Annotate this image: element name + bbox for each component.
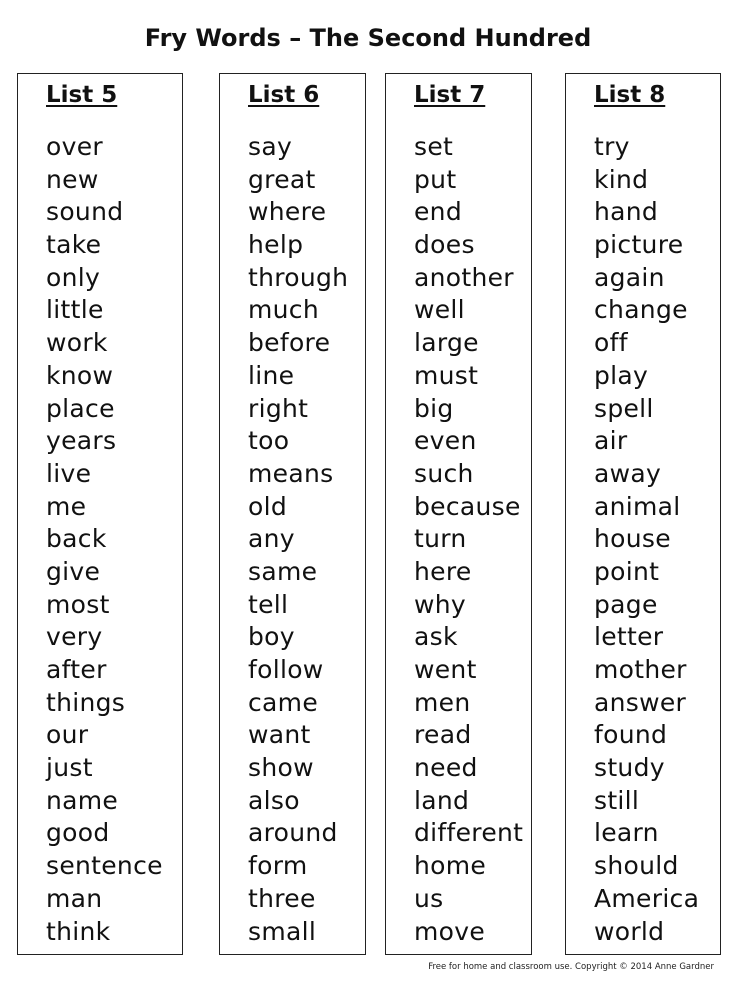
word-list <box>594 131 699 948</box>
word-item: picture <box>594 230 684 260</box>
word-item: much <box>248 295 319 325</box>
word-item: animal <box>594 491 681 521</box>
word-item: little <box>46 295 104 325</box>
word-item: man <box>46 883 103 913</box>
list-heading: List 8 <box>594 82 666 108</box>
word-item: well <box>414 295 465 325</box>
list-8-box <box>565 73 721 955</box>
word-item: our <box>46 720 89 750</box>
page-title: Fry Words – The Second Hundred <box>144 24 592 52</box>
word-item: give <box>46 556 101 586</box>
word-item: after <box>46 655 107 684</box>
word-item: found <box>594 720 668 750</box>
word-item: old <box>248 491 288 521</box>
word-item: say <box>248 132 293 161</box>
word-item: here <box>414 556 472 586</box>
word-item: also <box>248 785 300 815</box>
word-item: very <box>46 622 103 652</box>
word-item: most <box>46 589 110 619</box>
word-item: follow <box>248 655 324 684</box>
word-item: still <box>594 785 640 815</box>
list-5-box <box>17 73 183 955</box>
list-heading: List 6 <box>248 82 320 108</box>
word-item: land <box>414 785 470 815</box>
word-item: America <box>594 883 700 913</box>
word-item: show <box>248 753 314 783</box>
word-item: big <box>414 393 454 423</box>
word-item: same <box>248 556 318 586</box>
word-item: end <box>414 197 462 227</box>
word-item: us <box>414 883 444 913</box>
word-item: take <box>46 230 102 260</box>
list-heading: List 7 <box>414 82 486 108</box>
word-item: play <box>594 360 649 390</box>
word-item: only <box>46 262 101 292</box>
word-item: through <box>248 262 349 292</box>
word-item: off <box>594 328 628 358</box>
word-item: read <box>414 720 472 750</box>
word-item: too <box>248 426 290 456</box>
word-item: form <box>248 851 308 881</box>
copyright-footer: Free for home and classroom use. Copyright © 2014 Anne Gardner <box>428 962 714 972</box>
word-item: home <box>414 851 487 881</box>
word-item: over <box>46 132 103 161</box>
word-item: should <box>594 851 679 881</box>
word-item: ask <box>414 622 458 652</box>
word-item: want <box>248 720 311 750</box>
word-item: new <box>46 164 99 194</box>
word-item: know <box>46 360 114 390</box>
word-item: why <box>414 589 466 619</box>
word-list <box>248 131 348 948</box>
word-item: need <box>414 753 478 783</box>
word-item: came <box>248 687 318 717</box>
word-item: things <box>46 687 126 717</box>
word-list <box>46 131 163 948</box>
word-item: large <box>414 328 479 358</box>
word-item: move <box>414 916 486 946</box>
word-item: air <box>594 426 628 456</box>
word-item: put <box>414 164 457 194</box>
word-item: mother <box>594 655 687 684</box>
word-item: live <box>46 458 92 488</box>
word-item: just <box>46 753 93 783</box>
word-item: around <box>248 818 338 848</box>
word-item: learn <box>594 818 659 848</box>
word-item: small <box>248 916 317 946</box>
word-item: change <box>594 295 688 325</box>
word-item: different <box>414 818 524 848</box>
word-item: turn <box>414 524 467 554</box>
list-heading: List 5 <box>46 82 118 108</box>
word-item: page <box>594 589 658 619</box>
list-6-box <box>219 73 366 955</box>
word-item: great <box>248 164 316 194</box>
word-item: sentence <box>46 851 163 881</box>
word-item: world <box>594 916 665 946</box>
word-item: sound <box>46 197 124 227</box>
word-item: men <box>414 687 471 717</box>
word-item: work <box>46 328 108 358</box>
word-item: such <box>414 458 474 488</box>
list-7-box <box>385 73 532 955</box>
word-item: boy <box>248 622 295 652</box>
word-item: years <box>46 426 117 456</box>
word-item: means <box>248 458 334 488</box>
word-item: set <box>414 132 454 161</box>
word-item: any <box>248 524 295 554</box>
word-item: again <box>594 262 665 292</box>
word-item: think <box>46 916 111 946</box>
word-item: away <box>594 458 662 488</box>
word-item: point <box>594 556 660 586</box>
word-item: even <box>414 426 477 456</box>
word-item: help <box>248 230 304 260</box>
word-item: must <box>414 360 479 390</box>
word-item: try <box>594 132 630 161</box>
word-item: study <box>594 753 665 783</box>
word-item: right <box>248 393 309 423</box>
word-item: because <box>414 491 521 521</box>
word-item: hand <box>594 197 659 227</box>
word-item: before <box>248 328 331 358</box>
word-item: where <box>248 197 327 227</box>
word-item: answer <box>594 687 687 717</box>
word-item: place <box>46 393 115 423</box>
word-item: me <box>46 491 87 521</box>
word-item: line <box>248 360 295 390</box>
word-item: back <box>46 524 107 554</box>
word-item: three <box>248 883 316 913</box>
word-item: name <box>46 785 119 815</box>
word-item: house <box>594 524 671 554</box>
word-item: tell <box>248 589 289 619</box>
word-item: spell <box>594 393 654 423</box>
word-item: does <box>414 230 475 260</box>
word-item: good <box>46 818 110 848</box>
word-item: went <box>414 655 477 684</box>
word-item: another <box>414 262 514 292</box>
word-item: letter <box>594 622 664 652</box>
word-list <box>414 131 523 948</box>
word-item: kind <box>594 164 649 194</box>
